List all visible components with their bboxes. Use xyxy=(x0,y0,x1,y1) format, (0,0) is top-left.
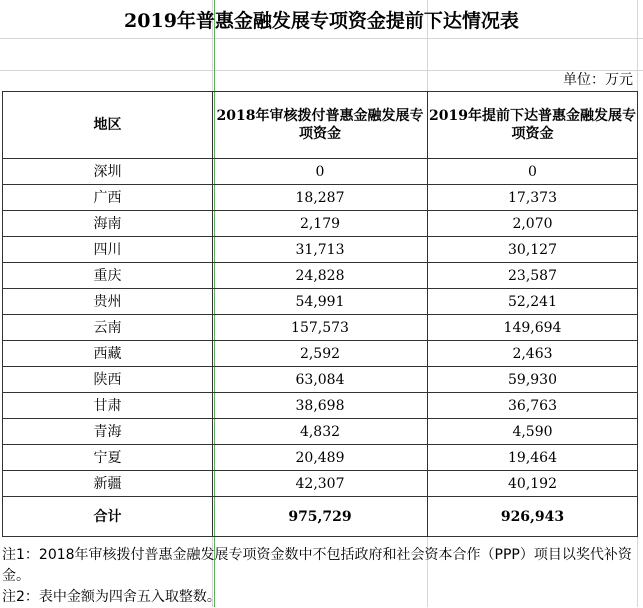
cell-2019: 2,463 xyxy=(428,341,638,367)
table-row xyxy=(3,211,638,237)
cell-2018: 0 xyxy=(213,159,428,185)
cell-region: 西藏 xyxy=(3,341,213,367)
cell-2018: 54,991 xyxy=(213,289,428,315)
table-header-row xyxy=(3,92,638,159)
cell-2019: 19,464 xyxy=(428,445,638,471)
table-row xyxy=(3,419,638,445)
cell-region: 重庆 xyxy=(3,263,213,289)
cell-2019: 30,127 xyxy=(428,237,638,263)
cell-region: 云南 xyxy=(3,315,213,341)
cell-2019: 2,070 xyxy=(428,211,638,237)
cell-2019: 52,241 xyxy=(428,289,638,315)
footnote-2: 注2：表中金额为四舍五入取整数。 xyxy=(2,589,221,605)
cell-2019: 17,373 xyxy=(428,185,638,211)
header-region: 地区 xyxy=(3,92,213,159)
cell-region: 新疆 xyxy=(3,471,213,497)
cell-region: 陕西 xyxy=(3,367,213,393)
table-row xyxy=(3,393,638,419)
table-row xyxy=(3,367,638,393)
cell-region: 甘肃 xyxy=(3,393,213,419)
table-row xyxy=(3,263,638,289)
cell-2018: 63,084 xyxy=(213,367,428,393)
total-label: 合计 xyxy=(3,497,213,537)
table-row xyxy=(3,185,638,211)
cell-2018: 42,307 xyxy=(213,471,428,497)
cell-2019: 36,763 xyxy=(428,393,638,419)
cell-2018: 18,287 xyxy=(213,185,428,211)
cell-region: 贵州 xyxy=(3,289,213,315)
cell-2018: 38,698 xyxy=(213,393,428,419)
cell-2018: 2,592 xyxy=(213,341,428,367)
table-row xyxy=(3,159,638,185)
cell-2018: 24,828 xyxy=(213,263,428,289)
table-row xyxy=(3,471,638,497)
cell-2019: 23,587 xyxy=(428,263,638,289)
cell-region: 宁夏 xyxy=(3,445,213,471)
cell-2018: 4,832 xyxy=(213,419,428,445)
unit-label: 单位：万元 xyxy=(563,72,633,88)
cell-2018: 20,489 xyxy=(213,445,428,471)
table-row xyxy=(3,289,638,315)
cell-region: 四川 xyxy=(3,237,213,263)
page-title: 2019年普惠金融发展专项资金提前下达情况表 xyxy=(124,10,519,32)
table-row xyxy=(3,445,638,471)
cell-region: 广西 xyxy=(3,185,213,211)
table-row xyxy=(3,315,638,341)
header-2018: 2018年审核拨付普惠金融发展专项资金 xyxy=(213,92,428,159)
cell-2019: 4,590 xyxy=(428,419,638,445)
total-2019: 926,943 xyxy=(428,497,638,537)
cell-region: 海南 xyxy=(3,211,213,237)
cell-2018: 157,573 xyxy=(213,315,428,341)
funds-table xyxy=(2,91,638,537)
total-row xyxy=(3,497,638,537)
table-row xyxy=(3,237,638,263)
header-2019: 2019年提前下达普惠金融发展专项资金 xyxy=(428,92,638,159)
cell-region: 青海 xyxy=(3,419,213,445)
cell-2019: 149,694 xyxy=(428,315,638,341)
table-row xyxy=(3,341,638,367)
cell-2019: 0 xyxy=(428,159,638,185)
cell-2019: 40,192 xyxy=(428,471,638,497)
cell-2019: 59,930 xyxy=(428,367,638,393)
cell-region: 深圳 xyxy=(3,159,213,185)
cell-2018: 31,713 xyxy=(213,237,428,263)
total-2018: 975,729 xyxy=(213,497,428,537)
cell-2018: 2,179 xyxy=(213,211,428,237)
footnote-1: 注1：2018年审核拨付普惠金融发展专项资金数中不包括政府和社会资本合作（PPP）项目以奖代补资金。 xyxy=(2,547,632,584)
footnotes xyxy=(2,545,637,608)
